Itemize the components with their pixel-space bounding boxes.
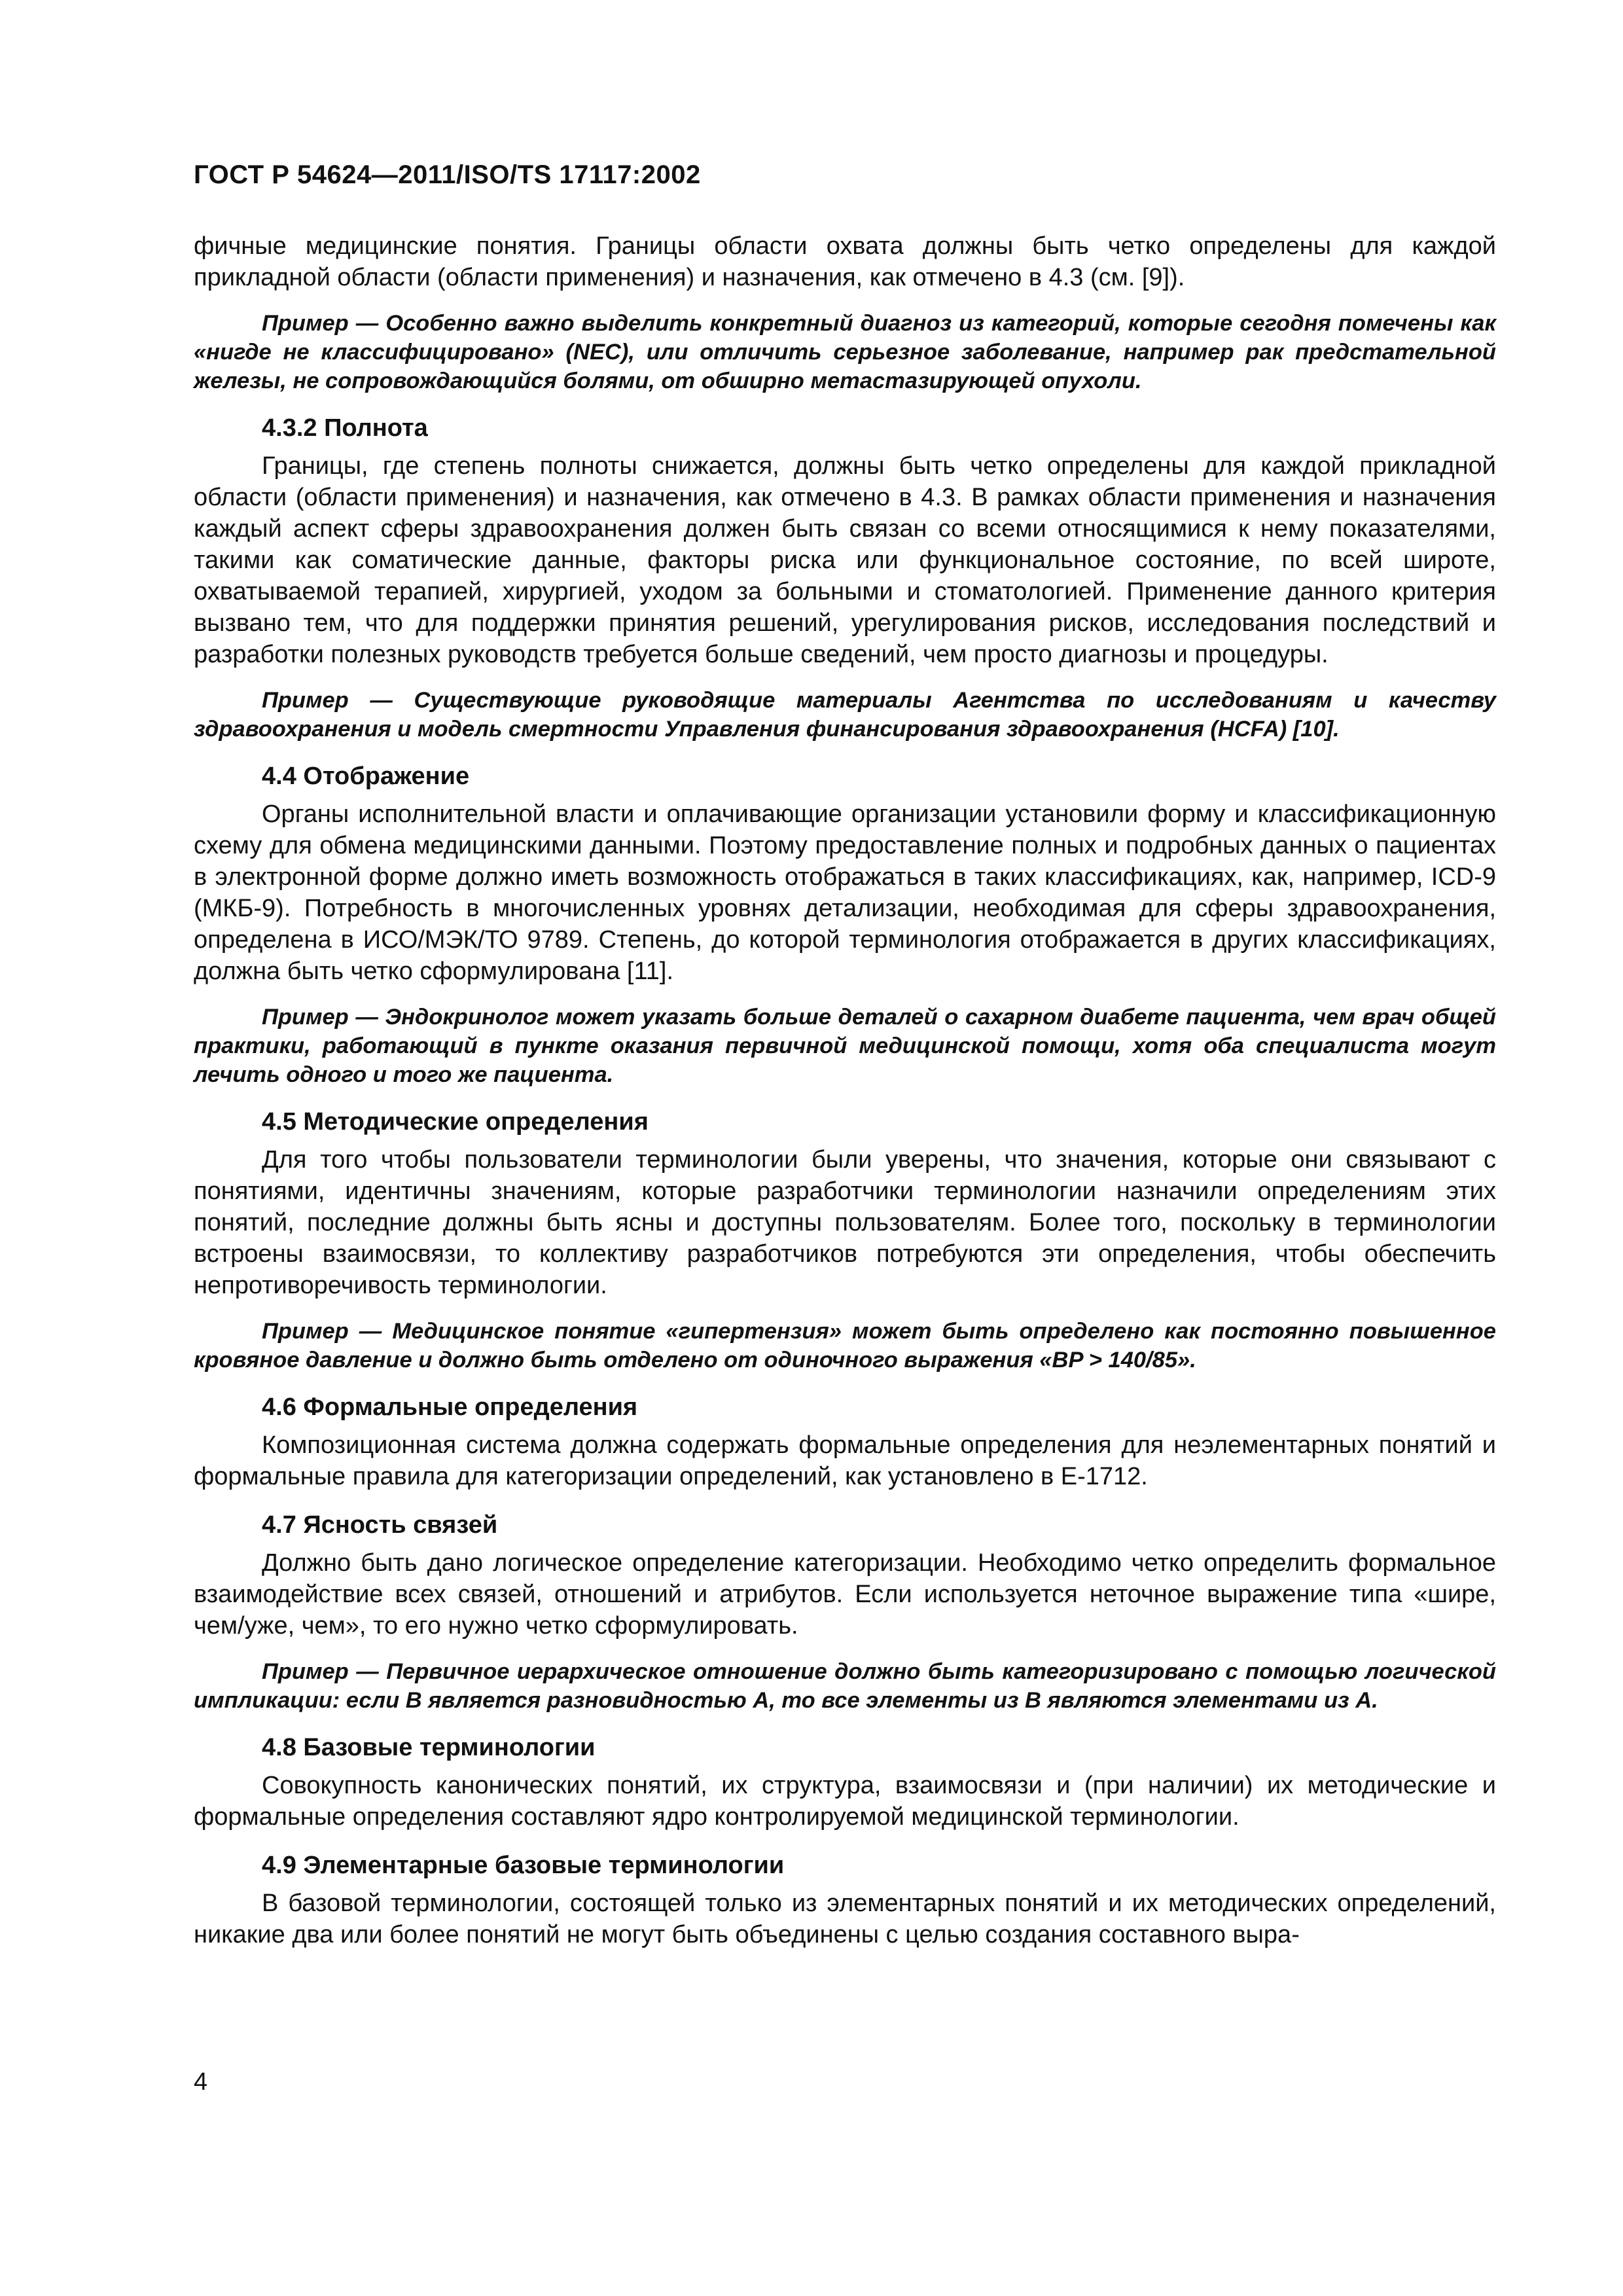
example-paragraph: Пример — Медицинское понятие «гипертензия» может быть определено как постоянно повышенное кровяное давление и должно быть отделено от одиночного выражения «BP > 140/85». [194,1319,1496,1372]
section-paragraph: Для того чтобы пользователи терминологии были уверены, что значения, которые они связывают с понятиями, идентичны значениям, которые разработчики терминологии назначили определениям этих понятий, последние должны быть ясны и доступны пользователям. Более того, поскольку в терминологии встроены взаимосвязи, то коллективу разработчиков потребуются эти определения, чтобы обеспечить непротиворечивость терминологии. [194,1146,1496,1299]
section-4-5 [194,1106,1496,1374]
section-4-9 [194,1850,1496,1950]
section-heading: 4.4 Отображение [262,762,470,790]
section-heading: 4.6 Формальные определения [262,1393,638,1421]
section-heading: 4.9 Элементарные базовые терминологии [262,1852,785,1879]
section-4-8 [194,1732,1496,1833]
page-content [194,160,1496,1950]
continued-paragraph: фичные медицинские понятия. Границы области охвата должны быть четко определены для каждой прикладной области (области применения) и назначения, как отмечено в 4.3 (см. [9]). [194,232,1496,291]
example-paragraph: Пример — Существующие руководящие материалы Агентства по исследованиям и качеству здравоохранения и модель смертности Управления финансирования здравоохранения (HCFA) [10]. [194,688,1496,742]
section-4-3-2 [194,412,1496,744]
section-paragraph: Композиционная система должна содержать формальные определения для неэлементарных понятий и формальные правила для категоризации определений, как установлено в Е-1712. [194,1431,1496,1490]
section-paragraph: Должно быть дано логическое определение категоризации. Необходимо четко определить формальное взаимодействие всех связей, отношений и атрибутов. Если используется неточное выражение типа «шире, чем/уже, чем», то его нужно четко сформулировать. [194,1549,1496,1640]
section-4-7 [194,1509,1496,1715]
example-paragraph: Пример — Особенно важно выделить конкретный диагноз из категорий, которые сегодня помечены как «нигде не классифицировано» (NEC), или отличить серьезное заболевание, например рак предстательной железы, не сопровождающийся болями, от обширно метастазирующей опухоли. [194,311,1496,393]
example-paragraph: Пример — Первичное иерархическое отношение должно быть категоризировано с помощью логической импликации: если В является разновидностью А, то все элементы из В являются элементами из А. [194,1659,1496,1713]
section-heading: 4.3.2 Полнота [262,414,428,442]
section-heading: 4.5 Методические определения [262,1108,649,1136]
section-4-4 [194,761,1496,1089]
section-4-6 [194,1391,1496,1492]
page-number: 4 [194,2068,208,2096]
section-heading: 4.7 Ясность связей [262,1511,498,1539]
section-paragraph: В базовой терминологии, состоящей только из элементарных понятий и их методических определений, никакие два или более понятий не могут быть объединены с целью создания составного выра- [194,1890,1496,1948]
example-paragraph: Пример — Эндокринолог может указать больше деталей о сахарном диабете пациента, чем врач общей практики, работающий в пункте оказания первичной медицинской помощи, хотя оба специалиста могут лечить одного и того же пациента. [194,1005,1496,1087]
document-header: ГОСТ Р 54624—2011/ISO/TS 17117:2002 [194,160,701,189]
section-paragraph: Совокупность канонических понятий, их структура, взаимосвязи и (при наличии) их методические и формальные определения составляют ядро контролируемой медицинской терминологии. [194,1772,1496,1831]
section-paragraph: Органы исполнительной власти и оплачивающие организации установили форму и классификационную схему для обмена медицинскими данными. Поэтому предоставление полных и подробных данных о пациентах в электронной форме должно иметь возможность отображаться в таких классификациях, как, например, ICD-9 (МКБ-9). Потребность в многочисленных уровнях детализации, необходимая для сферы здравоохранения, определена в ИСО/МЭК/ТО 9789. Степень, до которой терминология отображается в других классификациях, должна быть четко сформулирована [11]. [194,800,1496,985]
section-paragraph: Границы, где степень полноты снижается, должны быть четко определены для каждой прикладной области (области применения) и назначения, как отмечено в 4.3. В рамках области применения и назначения каждый аспект сферы здравоохранения должен быть связан со всеми относящимися к нему показателями, такими как соматические данные, факторы риска или функциональное состояние, по всей широте, охватываемой терапией, хирургией, уходом за больными и стоматологией. Применение данного критерия вызвано тем, что для поддержки принятия решений, урегулирования рисков, исследования последствий и разработки полезных руководств требуется больше сведений, чем просто диагнозы и процедуры. [194,452,1496,668]
section-heading: 4.8 Базовые терминологии [262,1734,596,1761]
